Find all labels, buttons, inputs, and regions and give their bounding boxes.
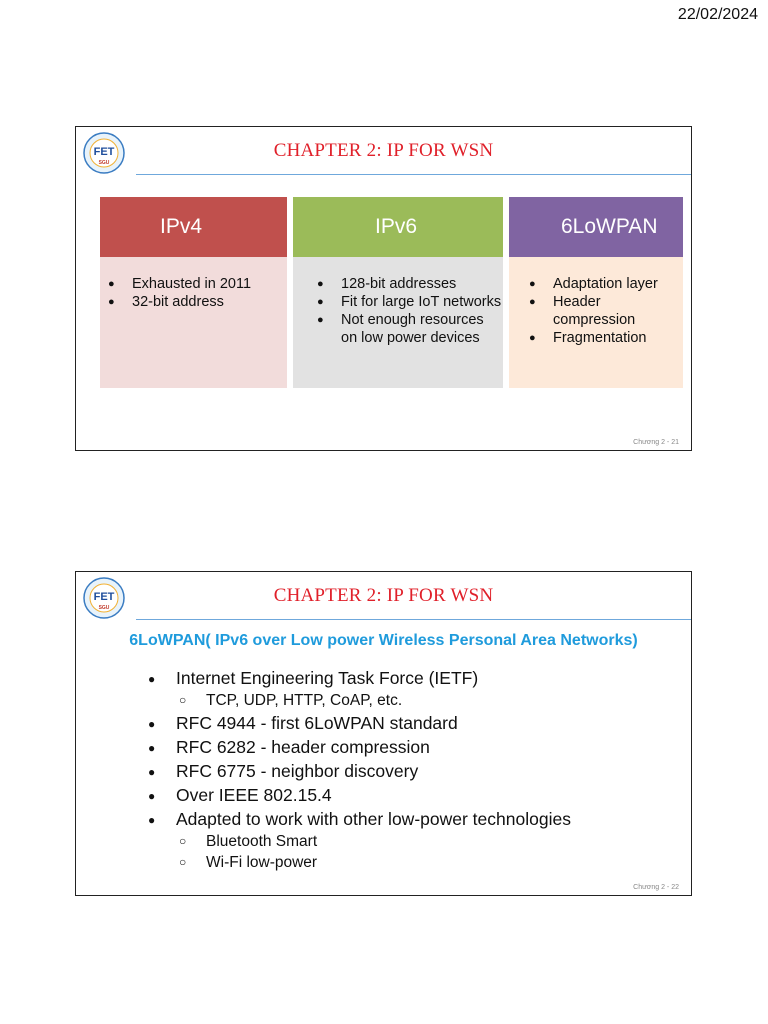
slide-title: CHAPTER 2: IP FOR WSN bbox=[273, 585, 494, 606]
slide-22 bbox=[75, 571, 692, 896]
slide-subtitle: 6LoWPAN( IPv6 over Low power Wireless Personal Area Networks) bbox=[129, 632, 638, 649]
column-ipv6 bbox=[293, 197, 503, 388]
slide-number: Chương 2 - 21 bbox=[633, 439, 679, 446]
title-divider bbox=[136, 619, 691, 620]
logo-text: FET bbox=[93, 591, 115, 603]
list-item: ● RFC 6282 - header compression bbox=[146, 735, 571, 759]
slide-number: Chương 2 - 22 bbox=[633, 884, 679, 891]
list-item: ● RFC 4944 - first 6LoWPAN standard bbox=[146, 711, 571, 735]
column-body bbox=[293, 257, 503, 388]
list-item: ● 128-bit addresses bbox=[315, 275, 503, 293]
list-item: ● Exhausted in 2011 bbox=[106, 275, 287, 293]
column-6lowpan bbox=[509, 197, 683, 388]
logo-text: FET bbox=[93, 146, 115, 158]
list-item: ● 32-bit address bbox=[106, 293, 287, 311]
slide-title: CHAPTER 2: IP FOR WSN bbox=[273, 140, 494, 161]
list-item: ● RFC 6775 - neighbor discovery bbox=[146, 759, 571, 783]
list-item: ● Header compression bbox=[527, 293, 683, 329]
sub-list-item: ○ TCP, UDP, HTTP, CoAP, etc. bbox=[146, 690, 571, 711]
print-date: 22/02/2024 bbox=[677, 6, 758, 23]
list-item: ● Fit for large IoT networks bbox=[315, 293, 503, 311]
list-item: ● Not enough resources on low power devices bbox=[315, 311, 503, 347]
sub-list-item: ○ Wi-Fi low-power bbox=[146, 852, 571, 873]
logo-sub-text: SGU bbox=[98, 160, 110, 166]
logo-sub-text: SGU bbox=[98, 605, 110, 611]
list-item: ● Fragmentation bbox=[527, 329, 683, 347]
column-ipv4 bbox=[100, 197, 287, 388]
column-body bbox=[509, 257, 683, 388]
column-heading: 6LoWPAN bbox=[509, 197, 683, 257]
list-item: ● Internet Engineering Task Force (IETF) bbox=[146, 666, 571, 690]
column-body bbox=[100, 257, 287, 388]
title-divider bbox=[136, 174, 691, 175]
slide-21 bbox=[75, 126, 692, 451]
list-item: ● Over IEEE 802.15.4 bbox=[146, 783, 571, 807]
column-heading: IPv4 bbox=[100, 197, 287, 257]
sub-list-item: ○ Bluetooth Smart bbox=[146, 831, 571, 852]
column-heading: IPv6 bbox=[293, 197, 503, 257]
list-item: ● Adapted to work with other low-power technologies bbox=[146, 807, 571, 831]
bullet-list bbox=[146, 666, 571, 873]
list-item: ● Adaptation layer bbox=[527, 275, 683, 293]
